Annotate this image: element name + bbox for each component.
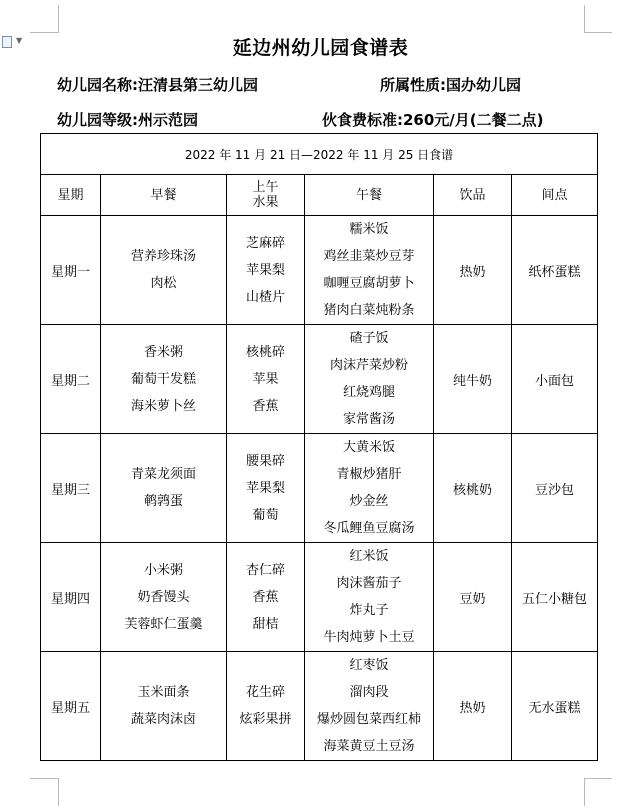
list-item: 山楂片 [245,289,285,305]
list-item: 甜桔 [252,616,279,632]
list-item: 营养珍珠汤 [130,249,196,264]
header-weekday: 星期 [41,175,101,216]
nature-label: 所属性质: [380,76,446,94]
fruit-cell [227,434,305,543]
list-item: 爆炒圆包菜西红柿 [316,712,421,727]
table-row [41,434,598,543]
nature-line [380,74,521,95]
lunch-cell [305,652,434,761]
breakfast-cell [101,325,227,434]
menu-table [40,133,598,761]
table-row [41,216,598,325]
lunch-cell [305,543,434,652]
drink-cell: 热奶 [434,216,512,325]
crop-mark [584,778,612,779]
menu-body [41,216,598,761]
level-line [57,109,198,130]
weekday-cell: 星期四 [41,543,101,652]
header-drink: 饮品 [434,175,512,216]
fruit-cell [227,325,305,434]
crop-mark [58,778,59,806]
list-item: 家常酱汤 [342,412,395,427]
kindergarten-name-label: 幼儿园名称: [57,76,138,94]
list-item: 海菜黄豆土豆汤 [323,739,415,754]
drink-cell: 核桃奶 [434,434,512,543]
breakfast-cell [101,216,227,325]
snack-cell: 小面包 [512,325,598,434]
table-header-row [41,175,598,216]
list-item: 杏仁碎 [245,562,285,578]
nature-value: 国办幼儿园 [446,76,522,94]
list-item: 炫彩果拼 [239,712,292,727]
fruit-cell [227,216,305,325]
lunch-cell [305,325,434,434]
weekday-cell: 星期五 [41,652,101,761]
list-item: 海米萝卜丝 [130,398,196,414]
kindergarten-name-value: 汪清县第三幼儿园 [138,76,259,94]
list-item: 苹果 [252,371,279,387]
chevron-down-icon[interactable]: ▼ [16,36,23,45]
list-item: 芙蓉虾仁蛋羹 [124,616,203,632]
snack-cell: 五仁小糖包 [512,543,598,652]
list-item: 葡萄 [252,507,279,523]
list-item: 大黄米饭 [342,440,395,455]
lunch-cell [305,434,434,543]
date-range: 2022 年 11 月 21 日—2022 年 11 月 25 日食谱 [41,134,598,175]
list-item: 红烧鸡腿 [342,385,395,400]
list-item: 炸丸子 [349,603,389,618]
header-fruit [227,175,305,216]
kindergarten-name-line [57,74,258,95]
weekday-cell: 星期一 [41,216,101,325]
list-item: 青椒炒猪肝 [336,467,402,482]
list-item: 香米粥 [143,344,183,360]
list-item: 肉松 [150,276,177,291]
date-range-row [41,134,598,175]
table-row [41,325,598,434]
level-value: 州示范园 [138,111,199,129]
list-item: 炒金丝 [349,494,389,509]
level-label: 幼儿园等级: [57,111,138,129]
list-item: 猪肉白菜炖粉条 [323,303,415,318]
list-item: 花生碎 [245,685,285,700]
list-item: 小米粥 [143,562,183,578]
header-snack: 间点 [512,175,598,216]
list-item: 奶香馒头 [137,589,190,605]
list-item: 红米饭 [349,549,389,564]
fruit-cell [227,652,305,761]
snack-cell: 纸杯蛋糕 [512,216,598,325]
fruit-cell [227,543,305,652]
page-title: 延边州幼儿园食谱表 [232,37,409,59]
list-item: 苹果梨 [245,480,285,496]
list-item: 红枣饭 [349,658,389,673]
list-item: 腰果碎 [245,453,285,469]
crop-mark [584,778,585,806]
list-item: 溜肉段 [349,685,389,700]
drink-cell: 热奶 [434,652,512,761]
drink-cell: 豆奶 [434,543,512,652]
list-item: 核桃碎 [245,344,285,360]
crop-mark [58,5,59,33]
weekday-cell: 星期二 [41,325,101,434]
list-item: 鹌鹑蛋 [143,494,183,509]
drink-cell: 纯牛奶 [434,325,512,434]
list-item: 糯米饭 [349,222,389,237]
list-item: 碴子饭 [349,331,389,346]
snack-cell: 无水蛋糕 [512,652,598,761]
breakfast-cell [101,652,227,761]
list-item: 蔬菜肉沫卤 [130,712,196,727]
list-item: 咖喱豆腐胡萝卜 [323,276,415,291]
fee-value: 260元/月(二餐二点) [403,111,544,129]
header-fruit-line2: 水果 [252,195,279,210]
table-row [41,652,598,761]
list-item: 冬瓜鲤鱼豆腐汤 [323,521,415,536]
list-item: 香蕉 [252,589,279,605]
list-item: 苹果梨 [245,262,285,278]
lunch-cell [305,216,434,325]
header-lunch: 午餐 [305,175,434,216]
list-item: 鸡丝韭菜炒豆芽 [323,249,415,264]
fee-line [322,109,544,130]
crop-mark [584,5,585,33]
weekday-cell: 星期三 [41,434,101,543]
header-fruit-line1: 上午 [252,180,279,195]
breakfast-cell [101,543,227,652]
list-item: 青菜龙须面 [130,467,196,482]
list-item: 肉沫芹菜炒粉 [329,358,408,373]
list-item: 香蕉 [252,398,279,414]
list-item: 牛肉炖萝卜土豆 [323,630,415,645]
snack-cell: 豆沙包 [512,434,598,543]
table-row [41,543,598,652]
breakfast-cell [101,434,227,543]
fee-label: 伙食费标准: [322,111,403,129]
header-breakfast: 早餐 [101,175,227,216]
list-item: 葡萄干发糕 [130,371,196,387]
list-item: 玉米面条 [137,685,190,700]
crop-mark [30,778,58,779]
list-item: 芝麻碎 [245,235,285,251]
list-item: 肉沫酱茄子 [336,576,402,591]
